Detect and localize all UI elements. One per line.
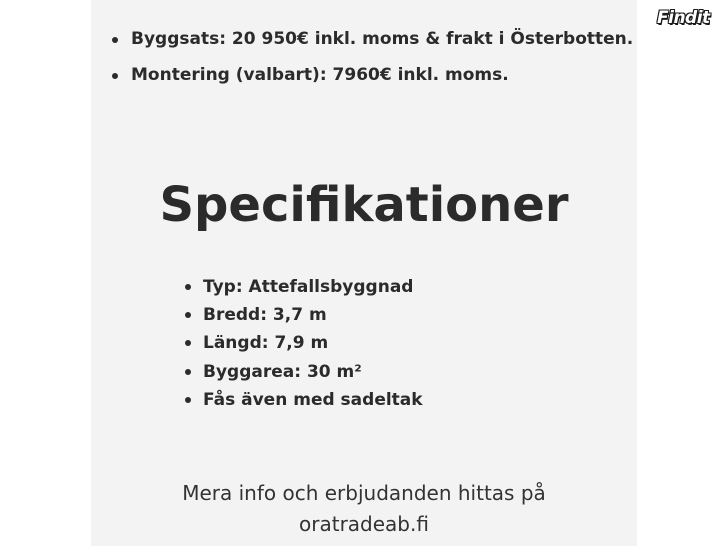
spec-item-roof: Fås även med sadeltak bbox=[185, 386, 423, 414]
specs-heading: Specifikationer bbox=[159, 177, 569, 233]
spec-item-area: Byggarea: 30 m² bbox=[185, 358, 423, 386]
pricing-item-assembly: Montering (valbart): 7960€ inkl. moms. bbox=[112, 64, 633, 86]
footer-website: oratradeab.fi bbox=[299, 512, 429, 536]
info-card bbox=[91, 0, 637, 546]
findit-watermark: Findit bbox=[657, 8, 710, 28]
spec-item-type: Typ: Attefallsbyggnad bbox=[185, 273, 423, 301]
footer-info bbox=[91, 478, 637, 540]
pricing-item-kit: Byggsats: 20 950€ inkl. moms & frakt i Österbotten. bbox=[112, 28, 633, 50]
spec-item-width: Bredd: 3,7 m bbox=[185, 301, 423, 329]
specs-list bbox=[185, 273, 423, 414]
pricing-list bbox=[112, 28, 633, 100]
spec-item-length: Längd: 7,9 m bbox=[185, 329, 423, 357]
footer-line-info: Mera info och erbjudanden hittas på bbox=[182, 481, 546, 505]
